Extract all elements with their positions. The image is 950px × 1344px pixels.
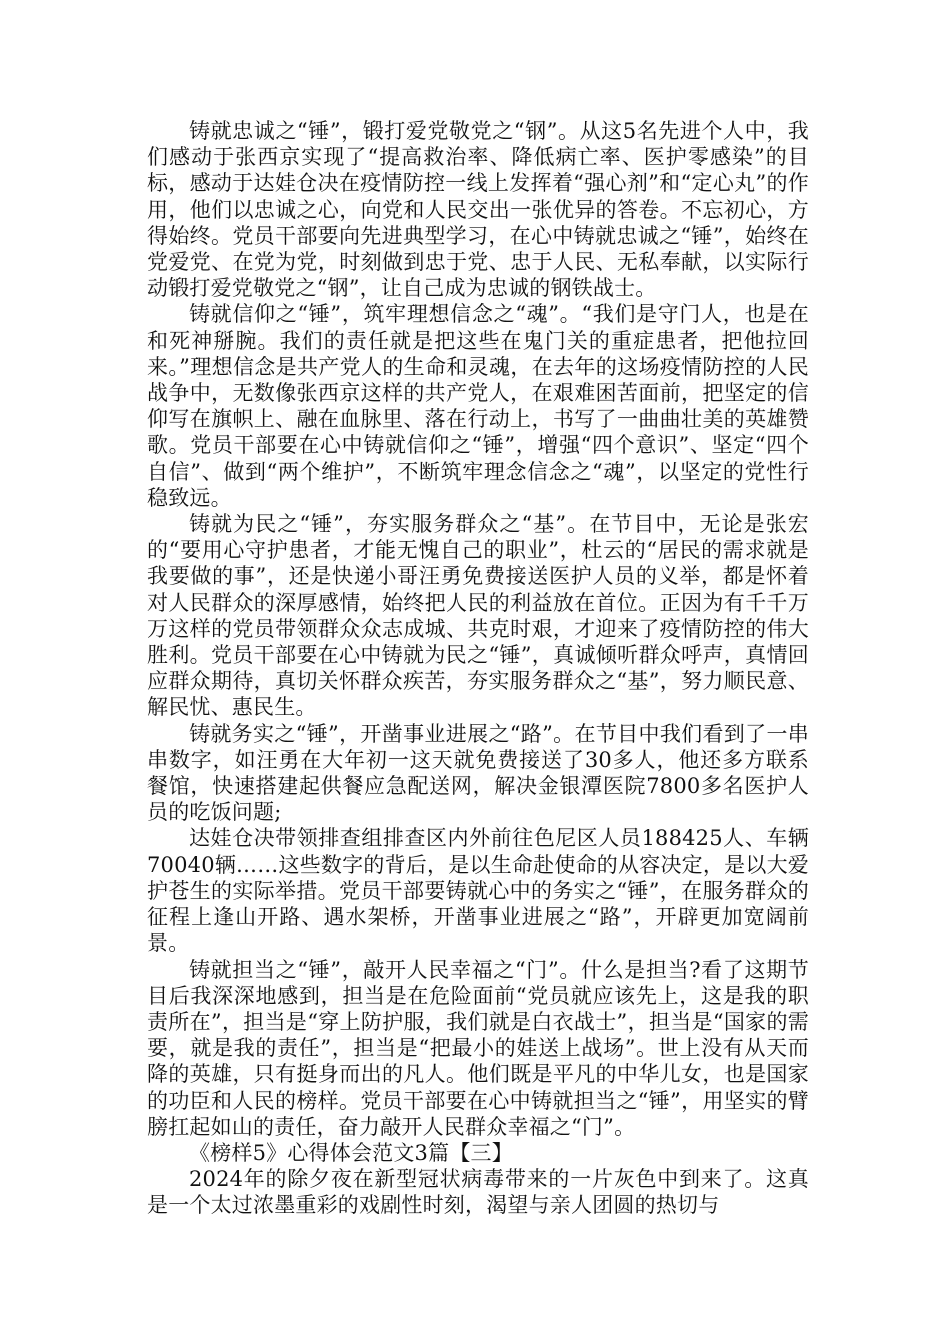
body-paragraph-faith: 铸就信仰之“锤”，筑牢理想信念之“魂”。“我们是守门人，也是在和死神掰腕。我们的责任就是把这些在鬼门关的重症患者，把他拉回来。”理想信念是共产党人的生命和灵魂，在去年的这场疫情防控的人民战争中，无数像张西京这样的共产党人，在艰难困苦面前，把坚定的信仰写在旗帜上、融在血脉里、落在行动上，书写了一曲曲壮美的英雄赞歌。党员干部要在心中铸就信仰之“锤”，增强“四个意识”、坚定“四个自信”、做到“两个维护”，不断筑牢理念信念之“魂”，以坚定的党性行稳致远。 [147, 302, 809, 510]
body-paragraph-pragmatism: 铸就务实之“锤”，开凿事业进展之“路”。在节目中我们看到了一串串数字，如汪勇在大年初一这天就免费接送了30多人，他还多方联系餐馆，快速搭建起供餐应急配送网，解决金银潭医院7800多名医护人员的吃饭问题; [147, 721, 809, 825]
body-paragraph-people: 铸就为民之“锤”，夯实服务群众之“基”。在节目中，无论是张宏的“要用心守护患者，才能无愧自己的职业”，杜云的“居民的需求就是我要做的事”，还是快递小哥汪勇免费接送医护人员的义举，都是怀着对人民群众的深厚感情，始终把人民的利益放在首位。正因为有千千万万这样的党员带领群众众志成城、共克时艰，才迎来了疫情防控的伟大胜利。党员干部要在心中铸就为民之“锤”，真诚倾听群众呼声，真情回应群众期待，真切关怀群众疾苦，夯实服务群众之“基”，努力顺民意、解民忧、惠民生。 [147, 512, 809, 720]
body-paragraph-loyalty: 铸就忠诚之“锤”，锻打爱党敬党之“钢”。从这5名先进个人中，我们感动于张西京实现了“提高救治率、降低病亡率、医护零感染”的目标，感动于达娃仓决在疫情防控一线上发挥着“强心剂”和“定心丸”的作用，他们以忠诚之心，向党和人民交出一张优异的答卷。不忘初心，方得始终。党员干部要向先进典型学习，在心中铸就忠诚之“锤”，始终在党爱党、在党为党，时刻做到忠于党、忠于人民、无私奉献，以实际行动锻打爱党敬党之“钢”，让自己成为忠诚的钢铁战士。 [147, 119, 809, 301]
document-page [147, 118, 809, 1219]
body-paragraph-numbers: 达娃仓决带领排查组排查区内外前往色尼区人员188425人、车辆70040辆……这些数字的背后，是以生命赴使命的从容决定，是以大爱护苍生的实际举措。党员干部要铸就心中的务实之“锤”，在服务群众的征程上逢山开路、遇水架桥，开凿事业进展之“路”，开辟更加宽阔前景。 [147, 826, 809, 956]
section-heading: 《榜样5》心得体会范文3篇【三】 [189, 1140, 513, 1165]
body-paragraph-new-year: 2024年的除夕夜在新型冠状病毒带来的一片灰色中到来了。这真是一个太过浓墨重彩的戏剧性时刻，渴望与亲人团圆的热切与 [147, 1167, 809, 1218]
body-paragraph-responsibility: 铸就担当之“锤”，敲开人民幸福之“门”。什么是担当?看了这期节目后我深深地感到，担当是在危险面前“党员就应该先上，这是我的职责所在”，担当是“穿上防护服，我们就是白衣战士”，担当是“国家的需要，就是我的责任”，担当是“把最小的娃送上战场”。世上没有从天而降的英雄，只有挺身而出的凡人。他们既是平凡的中华儿女，也是国家的功臣和人民的榜样。党员干部要在心中铸就担当之“锤”，用坚实的臂膀扛起如山的责任，奋力敲开人民群众幸福之“门”。 [147, 957, 809, 1139]
